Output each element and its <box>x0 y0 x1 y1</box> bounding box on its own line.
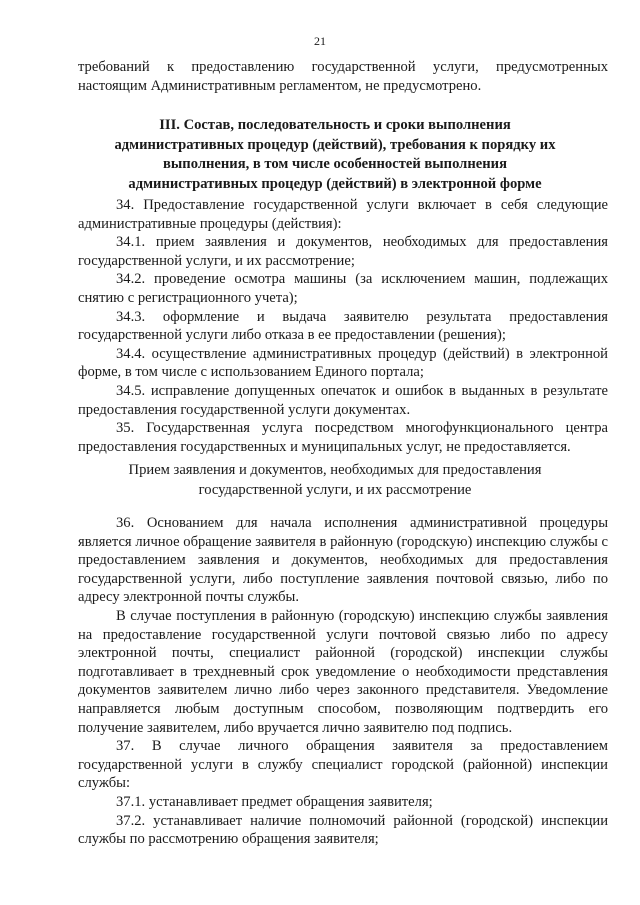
paragraph-34-5: 34.5. исправление допущенных опечаток и ошибок в выданных в результате предоставления государственной услуги документах. <box>78 382 608 418</box>
top-paragraph-block <box>78 58 608 95</box>
reception-procedure-block <box>78 514 608 849</box>
paragraph-34-3: 34.3. оформление и выдача заявителю результата предоставления государственной услуги либо отказа в ее предоставлении (решения); <box>78 308 608 344</box>
paragraph-37-1: 37.1. устанавливает предмет обращения заявителя; <box>116 793 433 810</box>
paragraph-postal-case: В случае поступления в районную (городскую) инспекцию службы заявления на предоставление государственной услуги почтовой связью либо по адресу электронной почты, специалист районной (городской) инспекции службы подготавливает в трехдневный срок уведомление о необходимости представления документов заявителем лично либо через законного представителя. Уведомление направляется любым доступным способом, позволяющим подтвердить его получение заявителем, либо вручается лично заявителю под подпись. <box>78 607 608 736</box>
paragraph-37: 37. В случае личного обращения заявителя за предоставлением государственной услуги в службу специалист городской (районной) инспекции службы: <box>78 738 608 792</box>
subsection-heading: Прием заявления и документов, необходимых для предоставления государственной услуги, и их рассмотрение <box>128 462 542 498</box>
paragraph-34-1: 34.1. прием заявления и документов, необходимых для предоставления государственной услуги, и их рассмотрение; <box>78 234 608 269</box>
page-number: 21 <box>314 34 326 48</box>
paragraph-34: 34. Предоставление государственной услуги включает в себя следующие административные процедуры (действия): <box>78 197 608 232</box>
paragraph-34-4: 34.4. осуществление административных процедур (действий) в электронной форме, в том числе с использованием Единого портала; <box>78 345 608 381</box>
top-paragraph: требований к предоставлению государственной услуги, предусмотренных настоящим Административным регламентом, не предусмотрено. <box>78 59 608 94</box>
paragraph-35: 35. Государственная услуга посредством многофункционального центра предоставления государственных и муниципальных услуг, не предоставляется. <box>78 420 608 455</box>
procedures-list <box>78 196 608 456</box>
paragraph-34-2: 34.2. проведение осмотра машины (за исключением машин, подлежащих снятию с регистрационного учета); <box>78 271 608 306</box>
paragraph-36: 36. Основанием для начала исполнения административной процедуры является личное обращение заявителя в районную (городскую) инспекцию службы с предоставлением заявления и документов, необходимых для предоставления государственной услуги, либо поступление заявления почтовой связью, либо по адресу электронной почты службы. <box>78 515 608 606</box>
section-heading: III. Состав, последовательность и сроки выполнения административных процедур (действий), требования к порядку их выполнения, в том числе особенностей выполнения административных процедур (действий) в электронной форме <box>114 117 556 192</box>
paragraph-37-2: 37.2. устанавливает наличие полномочий районной (городской) инспекции службы по рассмотрению обращения заявителя; <box>78 812 608 848</box>
